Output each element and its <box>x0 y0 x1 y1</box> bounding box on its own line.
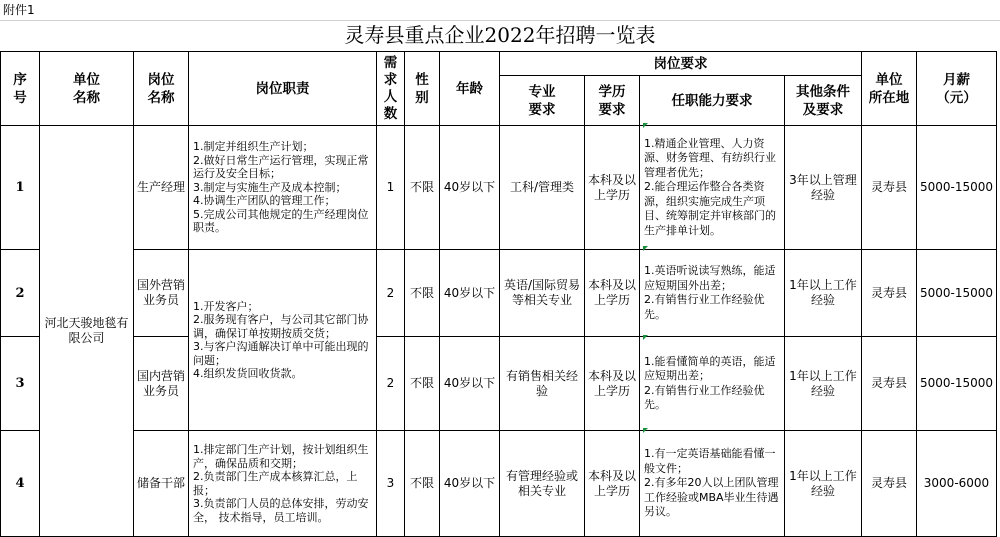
cell-other: 1年以上工作经验 <box>785 337 862 431</box>
cell-position: 国外营销业务员 <box>134 250 189 337</box>
cell-position: 国内营销业务员 <box>134 337 189 431</box>
cell-ability: 1.能看懂简单的英语，能适应短期出差； 2.有销售行业工作经验优先。 <box>640 337 785 431</box>
cell-ability: 1.英语听说读写熟练，能适应短期国外出差； 2.有销售行业工作经验优先。 <box>640 250 785 337</box>
header-position: 岗位 名称 <box>134 52 189 126</box>
cell-major: 工科/管理类 <box>500 126 585 250</box>
cell-seq: 4 <box>1 431 40 537</box>
table-row <box>1 250 997 337</box>
comment-marker-icon <box>643 335 648 340</box>
cell-location: 灵寿县 <box>862 250 917 337</box>
header-ability: 任职能力要求 <box>640 76 785 126</box>
cell-other: 1年以上工作经验 <box>785 431 862 537</box>
cell-gender: 不限 <box>405 431 440 537</box>
header-count: 需 求 人 数 <box>377 52 405 126</box>
cell-salary: 5000-15000 <box>917 126 997 250</box>
cell-location: 灵寿县 <box>862 337 917 431</box>
cell-duties: 1.制定并组织生产计划； 2.做好日常生产运行管理，实现正常运行及安全目标； 3.制定与实施生产及成本控制； 4.协调生产团队的管理工作； 5.完成公司其他规定的生产经理岗位职责。 <box>189 126 377 250</box>
cell-age: 40岁以下 <box>440 431 500 537</box>
cell-education: 本科及以上学历 <box>585 126 640 250</box>
cell-count: 1 <box>377 126 405 250</box>
header-row-1 <box>1 52 997 76</box>
header-salary: 月薪 （元） <box>917 52 997 126</box>
table-title: 灵寿县重点企业2022年招聘一览表 <box>344 23 656 47</box>
header-major: 专业 要求 <box>500 76 585 126</box>
cell-count: 2 <box>377 250 405 337</box>
comment-marker-icon <box>643 246 648 251</box>
header-duties: 岗位职责 <box>189 52 377 126</box>
cell-count: 3 <box>377 431 405 537</box>
cell-age: 40岁以下 <box>440 126 500 250</box>
header-gender: 性 别 <box>405 52 440 126</box>
cell-seq: 2 <box>1 250 40 337</box>
recruitment-table <box>0 51 997 537</box>
cell-seq: 1 <box>1 126 40 250</box>
cell-gender: 不限 <box>405 250 440 337</box>
table-row <box>1 431 997 537</box>
cell-gender: 不限 <box>405 337 440 431</box>
cell-position: 生产经理 <box>134 126 189 250</box>
cell-other: 1年以上工作经验 <box>785 250 862 337</box>
cell-salary: 3000-6000 <box>917 431 997 537</box>
cell-ability: 1.精通企业管理、人力资源、财务管理、有纺织行业管理者优先； 2.能合理运作整合各类资源，组织实施完成生产项目、统筹制定并审核部门的生产排单计划。 <box>640 126 785 250</box>
cell-ability: 1.有一定英语基础能看懂一般文件； 2.有多年20人以上团队管理工作经验或MBA毕业生待遇另议。 <box>640 431 785 537</box>
table-row <box>1 126 997 250</box>
cell-location: 灵寿县 <box>862 431 917 537</box>
cell-salary: 5000-15000 <box>917 337 997 431</box>
header-education: 学历 要求 <box>585 76 640 126</box>
cell-position: 储备干部 <box>134 431 189 537</box>
header-other: 其他条件 及要求 <box>785 76 862 126</box>
table-row <box>1 337 997 431</box>
header-age: 年龄 <box>440 52 500 126</box>
cell-company: 河北天骏地毯有限公司 <box>40 126 134 537</box>
cell-age: 40岁以下 <box>440 250 500 337</box>
cell-seq: 3 <box>1 337 40 431</box>
cell-other: 3年以上管理经验 <box>785 126 862 250</box>
attachment-label: 附件1 <box>3 3 35 17</box>
header-company: 单位 名称 <box>40 52 134 126</box>
cell-major: 有管理经验或相关专业 <box>500 431 585 537</box>
cell-major: 英语/国际贸易等相关专业 <box>500 250 585 337</box>
cell-salary: 5000-15000 <box>917 250 997 337</box>
cell-location: 灵寿县 <box>862 126 917 250</box>
comment-marker-icon <box>643 428 648 433</box>
header-seq: 序 号 <box>1 52 40 126</box>
cell-education: 本科及以上学历 <box>585 337 640 431</box>
cell-age: 40岁以下 <box>440 337 500 431</box>
cell-major: 有销售相关经验 <box>500 337 585 431</box>
cell-duties-shared: 1.开发客户； 2.服务现有客户，与公司其它部门协调，确保订单按期按质交货； 3.与客户沟通解决订单中可能出现的问题； 4.组织发货回收货款。 <box>189 250 377 431</box>
header-location: 单位 所在地 <box>862 52 917 126</box>
cell-education: 本科及以上学历 <box>585 250 640 337</box>
comment-marker-icon <box>643 123 648 128</box>
cell-education: 本科及以上学历 <box>585 431 640 537</box>
cell-count: 2 <box>377 337 405 431</box>
header-requirements: 岗位要求 <box>500 52 862 76</box>
cell-gender: 不限 <box>405 126 440 250</box>
cell-duties: 1.排定部门生产计划，按计划组织生产，确保品质和交期； 2.负责部门生产成本核算汇总，上报； 3.负责部门人员的总体安排，劳动安全， 技术指导，员工培训。 <box>189 431 377 537</box>
attachment-row <box>0 0 1000 21</box>
